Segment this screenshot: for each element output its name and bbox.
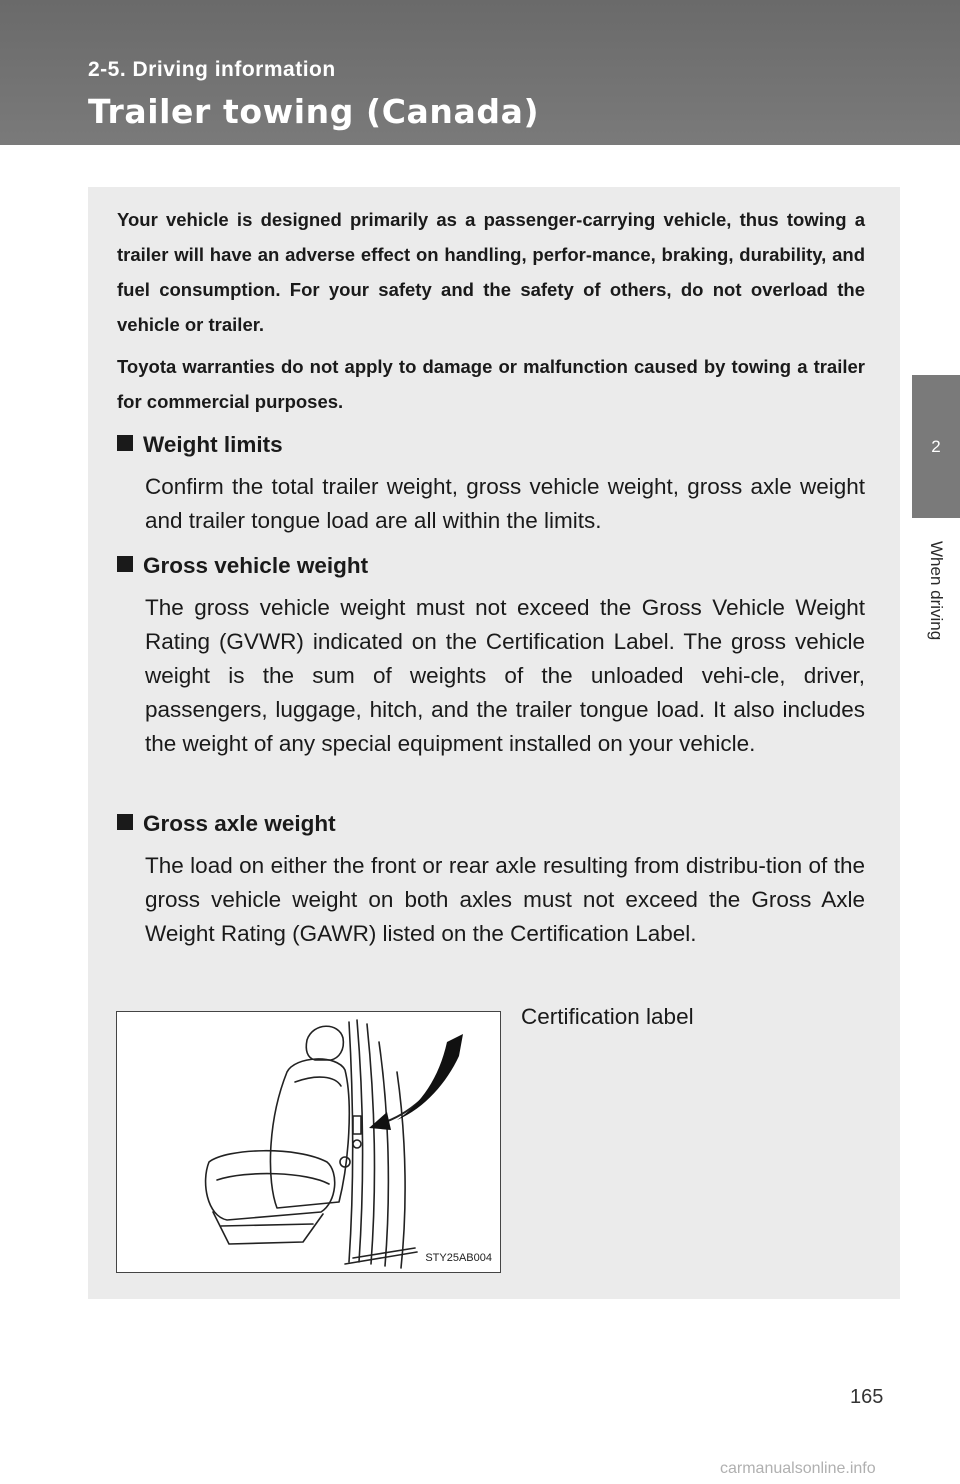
seat-door-illustration-icon	[117, 1012, 500, 1272]
section-label: 2-5. Driving information	[88, 58, 336, 81]
side-tab-strip	[912, 145, 960, 1269]
section-heading-text: Weight limits	[143, 432, 283, 457]
watermark: carmanualsonline.info	[720, 1460, 876, 1477]
square-bullet-icon	[117, 435, 133, 451]
warranty-paragraph: Toyota warranties do not apply to damage or malfunction caused by towing a trailer for commercial purposes.	[117, 356, 865, 412]
square-bullet-icon	[117, 556, 133, 572]
section-heading-text: Gross axle weight	[143, 811, 336, 836]
page-header	[0, 0, 960, 145]
square-bullet-icon	[117, 814, 133, 830]
section-heading-weight-limits	[117, 432, 283, 458]
section-heading-text: Gross vehicle weight	[143, 553, 369, 578]
section-body-weight-limits: Confirm the total trailer weight, gross vehicle weight, gross axle weight and trailer tongue load are all within the limits.	[145, 474, 865, 533]
figure-code: STY25AB004	[425, 1252, 492, 1264]
section-heading-gross-axle-weight	[117, 811, 336, 837]
section-body-gross-vehicle-weight: The gross vehicle weight must not exceed the Gross Vehicle Weight Rating (GVWR) indicated on the Certification Label. The gross vehicle weight is the sum of weights of the unloaded vehi-cle, driver, passengers, luggage, hitch, and the trailer tongue load. It also includes the weight of any special equipment installed on your vehicle.	[145, 595, 865, 756]
chapter-tab-label	[912, 518, 960, 664]
chapter-tab-label-text: When driving	[927, 541, 946, 641]
certification-label-figure	[116, 1011, 501, 1273]
chapter-tab-number[interactable]: 2	[912, 375, 960, 518]
page-title: Trailer towing (Canada)	[88, 92, 540, 131]
intro-paragraph: Your vehicle is designed primarily as a passenger-carrying vehicle, thus towing a trailer will have an adverse effect on handling, perfor-mance, braking, durability, and fuel consumption. For your safety and the safety of others, do not overload the vehicle or trailer.	[117, 209, 865, 335]
section-body-gross-axle-weight: The load on either the front or rear axle resulting from distribu-tion of the gross vehicle weight on both axles must not exceed the Gross Axle Weight Rating (GAWR) listed on the Certification Label.	[145, 853, 865, 946]
page-number: 165	[850, 1386, 884, 1408]
section-heading-gross-vehicle-weight	[117, 553, 368, 579]
figure-callout: Certification label	[521, 1004, 694, 1029]
